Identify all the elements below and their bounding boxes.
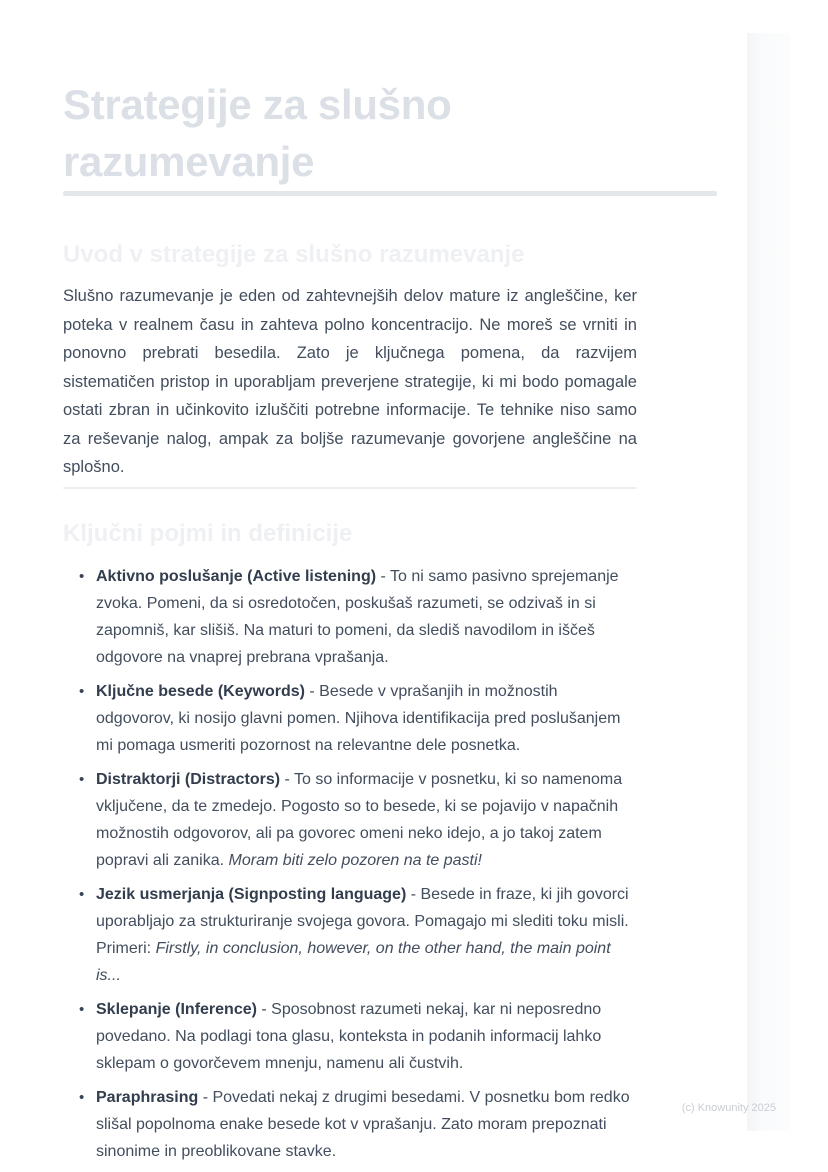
definition-note-italic: Firstly, in conclusion, however, on the other hand, the main point is... [96,939,611,984]
definition-term: Ključne besede (Keywords) [96,682,305,700]
definition-item: • Ključne besede (Keywords) - Besede v vprašanjih in možnostih odgovorov, ki nosijo glavni pomen. Njihova identifikacija pred poslušanjem mi pomaga usmeriti pozornost na relevantne dele posnetka. [96,678,637,759]
definition-term: Jezik usmerjanja (Signposting language) [96,885,407,903]
section-heading-intro: Uvod v strategije za slušno razumevanje [63,241,525,268]
intro-paragraph: Slušno razumevanje je eden od zahtevnejših delov mature iz angleščine, ker poteka v realnem času in zahteva polno koncentracijo. Ne moreš se vrniti in ponovno prebrati besedila. Zato je ključnega pomena, da razvijem sistematičen pristop in uporabljam preverjene strategije, ki mi bodo pomagale ostati zbran in učinkovito izluščiti potrebne informacije. Te tehnike niso samo za reševanje nalog, ampak za boljše razumevanje govorjene angleščine na splošno. [63,287,637,476]
definition-term: Distraktorji (Distractors) [96,770,281,788]
definition-note-italic: Moram biti zelo pozoren na te pasti! [228,851,482,869]
section-definitions [63,517,717,1165]
definitions-list [63,563,637,1165]
title-divider [63,191,717,196]
page-title: Strategije za slušno razumevanje [63,81,452,185]
definition-term: Paraphrasing [96,1088,199,1106]
page-edge-strip [747,33,790,1131]
definition-term: Aktivno poslušanje (Active listening) [96,567,377,585]
definition-item: • Sklepanje (Inference) - Sposobnost razumeti nekaj, kar ni neposredno povedano. Na podlagi tona glasu, konteksta in podanih informacij lahko sklepam o govorčevem mnenju, namenu ali čustvih. [96,996,637,1077]
section-heading-definitions: Ključni pojmi in definicije [63,519,353,547]
copyright-note: (c) Knowunity 2025 [681,1102,776,1114]
definition-item: • Aktivno poslušanje (Active listening) - To ni samo pasivno sprejemanje zvoka. Pomeni, da si osredotočen, poskušaš razumeti, se odzivaš in si zapomniš, kar slišiš. Na maturi to pomeni, da slediš navodilom in iščeš odgovore na vnaprej prebrana vprašanja. [96,563,637,671]
section-intro [63,238,717,482]
definition-term: Sklepanje (Inference) [96,1000,257,1018]
document-content [63,0,717,1172]
definition-item: • Distraktorji (Distractors) - To so informacije v posnetku, ki so namenoma vključene, da te zmedejo. Pogosto so to besede, ki se pojavijo v napačnih možnostih odgovorov, ali pa govorec omeni neko idejo, a jo takoj zatem popravi ali zanika. Moram biti zelo pozoren na te pasti! [96,766,637,874]
definition-item: • Jezik usmerjanja (Signposting language) - Besede in fraze, ki jih govorci uporabljajo za strukturiranje svojega govora. Pomagajo mi slediti toku misli. Primeri: Firstly, in conclusion, however, on the other hand, the main point is... [96,881,637,989]
definition-item: • Paraphrasing - Povedati nekaj z drugimi besedami. V posnetku bom redko slišal popolnoma enake besede kot v vprašanju. Zato moram prepoznati sinonime in preoblikovane stavke. [96,1084,637,1165]
section-divider [63,487,637,489]
